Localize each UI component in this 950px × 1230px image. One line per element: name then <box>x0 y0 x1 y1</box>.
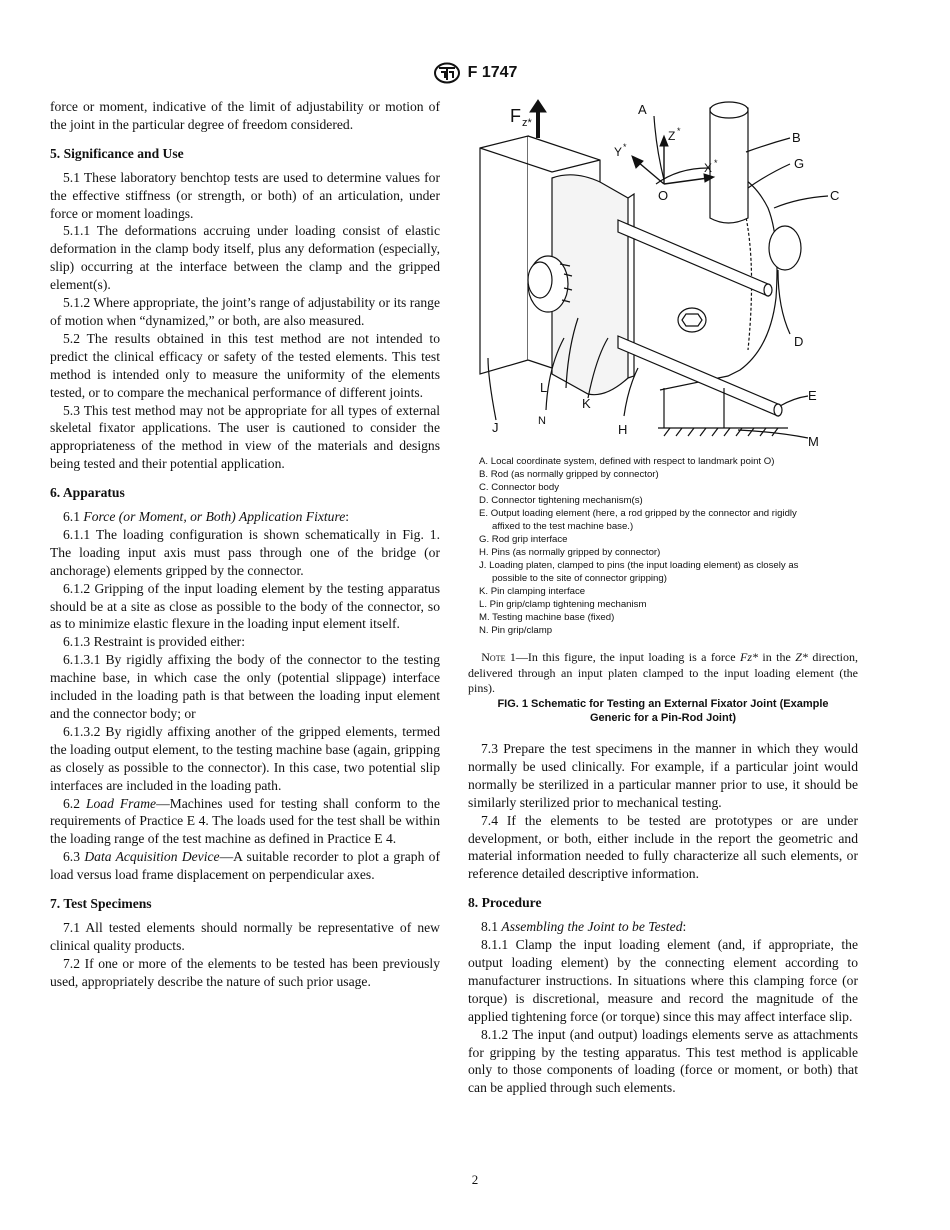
legend-item: A. Local coordinate system, defined with respect to landmark point O) <box>479 456 775 467</box>
label-a: A <box>638 102 647 117</box>
label-e: E <box>808 388 817 403</box>
legend-item: G. Rod grip interface <box>479 534 568 545</box>
paragraph-8-1: 8.1 Assembling the Joint to be Tested: <box>481 919 687 935</box>
legend-item: L. Pin grip/clamp tightening mechanism <box>479 599 647 610</box>
force-label: F <box>510 106 521 126</box>
label-d: D <box>794 334 804 349</box>
label-c: C <box>830 188 840 203</box>
paragraph-8-1-2: 8.1.2 The input (and output) loadings elements serve as attachments for gripping by the testing apparatus. This test method is applicable only to those components of loading (force or moment, or both) that can be applied through such elements. <box>468 1026 858 1096</box>
paragraph-6-1-2: 6.1.2 Gripping of the input loading element by the testing apparatus should be at a site as close as possible to the body of the connector, so as to minimize elastic flexure in the loading input element itself. <box>50 580 440 632</box>
paragraph-5-1: 5.1 These laboratory benchtop tests are used to determine values for the effective stiffness (or strength, or both) of an articulation, under force or moment loadings. <box>50 169 440 221</box>
label-l: L <box>540 380 548 395</box>
legend-item: affixed to the test machine base.) <box>492 521 634 532</box>
paragraph-7-1: 7.1 All tested elements should normally be representative of new clinical quality products. <box>50 919 440 953</box>
label-x: X <box>704 161 713 175</box>
paragraph-6-3: 6.3 Data Acquisition Device—A suitable recorder to plot a graph of load versus load frame displacement on perpendicular axes. <box>50 849 441 883</box>
label-g: G <box>794 156 805 171</box>
label-y: Y <box>614 145 623 159</box>
figure-legend <box>479 455 861 637</box>
left-column <box>50 98 440 991</box>
section-heading-8: 8. Procedure <box>468 895 542 911</box>
legend-item: E. Output loading element (here, a rod gripped by the connector and rigidly <box>479 508 797 519</box>
fixator-schematic-figure <box>478 98 868 453</box>
label-x-star: * <box>714 158 718 168</box>
paragraph-5-3: 5.3 This test method may not be appropriate for all types of external skeletal fixator applications. The user is cautioned to consider the appropriateness of the method in view of the materials and designs being tested and their potential application. <box>50 402 440 472</box>
legend-item: J. Loading platen, clamped to pins (the input loading element) as closely as <box>479 560 799 571</box>
page-number: 2 <box>471 1172 479 1187</box>
page-header <box>0 62 950 84</box>
paragraph-7-3: 7.3 Prepare the test specimens in the manner in which they would normally be used clinically. For example, if a particular joint would normally be sterilized in a particular manner prior to use, it should be similarly sterilized prior to mechanical testing. <box>468 741 858 810</box>
label-k: K <box>582 396 591 411</box>
paragraph-7-4: 7.4 If the elements to be tested are prototypes or are under development, or both, either include in the report the geometric and material information needed to fully characterize all such elements, or reference detailed descriptive information. <box>468 812 858 882</box>
label-n: N <box>538 415 546 427</box>
paragraph-5-2: 5.2 The results obtained in this test method are not intended to predict the clinical efficacy or safety of the tested elements. This test method is intended only to measure the uniformity of the elements tested, or to compare the mechanical performance of different joints. <box>50 330 440 400</box>
paragraph-5-1-1: 5.1.1 The deformations accruing under loading consist of elastic deformation in the clamp body itself, plus any deformation (especially, slip) occurring at the interface between the clamp and the gripped element(s). <box>50 223 440 293</box>
legend-item: H. Pins (as normally gripped by connector) <box>479 547 661 558</box>
section-heading-6: 6. Apparatus <box>50 485 125 501</box>
label-z: Z <box>668 129 676 143</box>
right-column <box>468 740 858 1097</box>
figure-note: Note 1—In this figure, the input loading is a force Fz* in the Z* direction, delivered through an input platen clamped to the input loading element (the pins). <box>468 650 859 695</box>
section-heading-7: 7. Test Specimens <box>50 896 152 912</box>
paragraph-8-1-1: 8.1.1 Clamp the input loading element (and, if appropriate, the output loading element) by the connecting element according to manufacturer instructions. In situations where this clamping force (or torque) is discretional, measure and record the magnitude of the applied tightening force (or torque) since this may affect interface slip. <box>468 937 858 1024</box>
label-y-star: * <box>623 142 627 152</box>
paragraph-7-2: 7.2 If one or more of the elements to be tested has been previously used, appropriately describe the nature of such prior usage. <box>50 955 440 989</box>
paragraph: force or moment, indicative of the limit of adjustability or motion of the joint in the particular degree of freedom considered. <box>50 99 440 132</box>
figure-caption: FIG. 1 Schematic for Testing an External Fixator Joint (Example Generic for a Pin-Rod Joint) <box>497 698 829 724</box>
paragraph-6-2: 6.2 Load Frame—Machines used for testing shall conform to the requirements of Practice E 4. The loads used for the test shall be within the loading range of the test machine as defined in Practice E 4. <box>50 795 440 847</box>
label-z-star: * <box>677 126 681 136</box>
label-h: H <box>618 422 628 437</box>
label-j: J <box>492 420 499 435</box>
paragraph-5-1-2: 5.1.2 Where appropriate, the joint’s range of adjustability or its range of motion when “dynamized,” or both, are also measured. <box>50 295 440 328</box>
legend-item: B. Rod (as normally gripped by connector) <box>479 469 659 480</box>
paragraph-6-1-3-2: 6.1.3.2 By rigidly affixing another of the gripped elements, termed the loading output element, to the testing machine base (again, gripping as closely as possible to the connector). In this case, two potential slip interfaces are included in the loading path. <box>50 723 440 793</box>
legend-item: K. Pin clamping interface <box>479 586 586 597</box>
document-id: F 1747 <box>467 64 518 81</box>
paragraph-6-1-1: 6.1.1 The loading configuration is shown schematically in Fig. 1. The loading input axis must pass through one of the bridge (or anchorage) elements gripped by the connector. <box>50 526 440 578</box>
label-o: O <box>658 188 669 203</box>
paragraph-6-1-3-1: 6.1.3.1 By rigidly affixing the body of the connector to the testing machine base, in which case the only (potential slippage) interface included in the loading path is that between the loading input element and the connector body; or <box>50 652 440 721</box>
label-b: B <box>792 130 801 145</box>
legend-item: D. Connector tightening mechanism(s) <box>479 495 643 506</box>
paragraph-6-1-3: 6.1.3 Restraint is provided either: <box>63 634 245 650</box>
label-m: M <box>808 434 819 449</box>
force-sub-label: z* <box>522 117 532 129</box>
legend-item: M. Testing machine base (fixed) <box>479 612 615 623</box>
legend-item: possible to the site of connector gripping) <box>492 573 667 584</box>
legend-item: C. Connector body <box>479 482 559 493</box>
astm-logo-icon <box>433 62 461 84</box>
legend-item: N. Pin grip/clamp <box>479 625 553 636</box>
section-heading-5: 5. Significance and Use <box>50 145 184 161</box>
paragraph-6-1: 6.1 Force (or Moment, or Both) Application Fixture: <box>63 509 350 525</box>
